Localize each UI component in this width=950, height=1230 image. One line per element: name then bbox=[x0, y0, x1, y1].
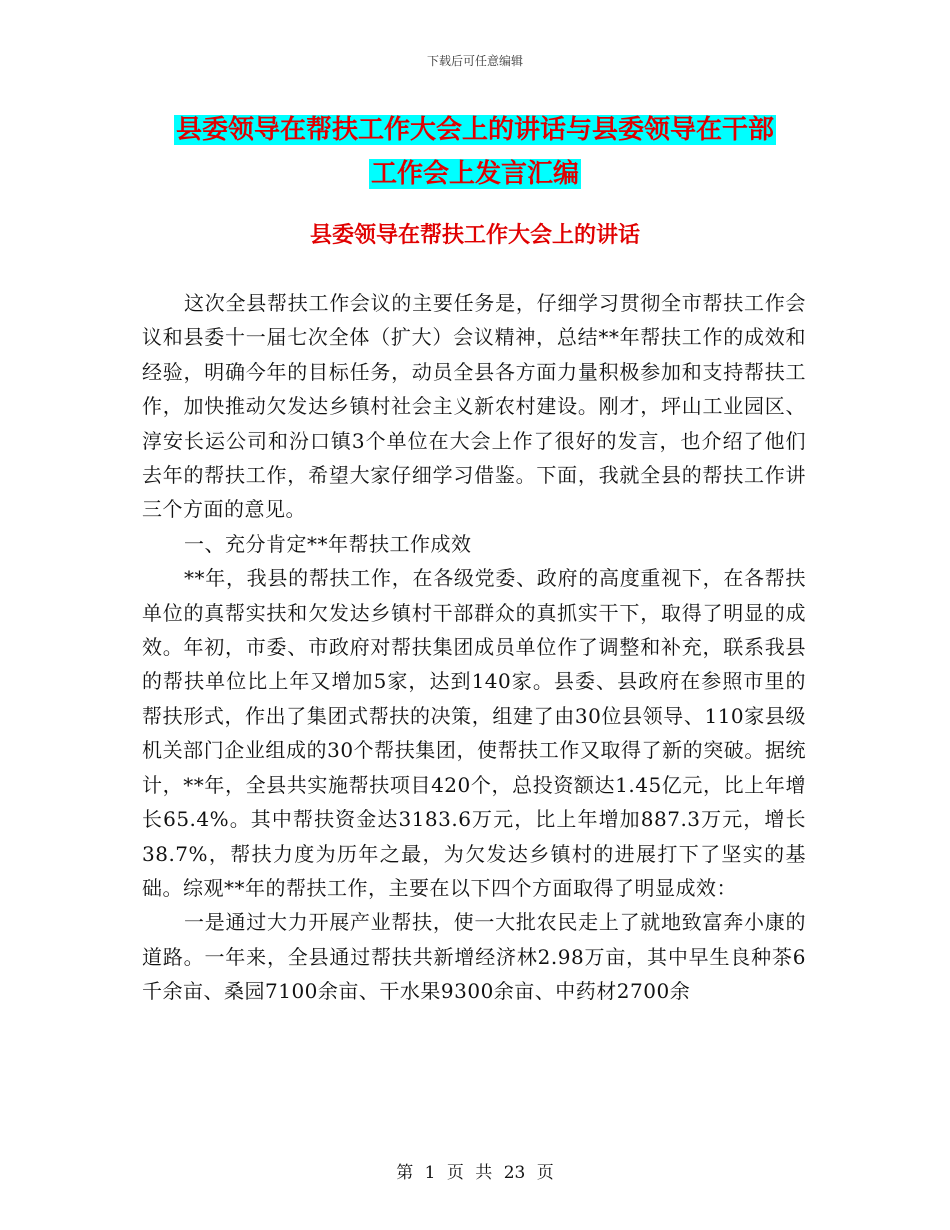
page-number: 第 1 页 共 23 页 bbox=[396, 1163, 554, 1183]
paragraph: 这次全县帮扶工作会议的主要任务是，仔细学习贯彻全市帮扶工作会议和县委十一届七次全体（扩大）会议精神，总结**年帮扶工作的成效和经验，明确今年的目标任务，动员全县各方面力量积极参加和支持帮扶工作，加快推动欠发达乡镇村社会主义新农村建设。刚才，坪山工业园区、淳安长运公司和汾口镇3个单位在大会上作了很好的发言，也介绍了他们去年的帮扶工作，希望大家仔细学习借鉴。下面，我就全县的帮扶工作讲三个方面的意见。 bbox=[142, 291, 806, 522]
body-text bbox=[142, 286, 806, 1009]
title-line-1: 县委领导在帮扶工作大会上的讲话与县委领导在干部 bbox=[175, 115, 774, 145]
title-line-2: 工作会上发言汇编 bbox=[370, 159, 579, 189]
header-note: 下载后可任意编辑 bbox=[426, 54, 523, 68]
section-heading: 一、充分肯定**年帮扶工作成效 bbox=[184, 531, 472, 556]
section-title: 县委领导在帮扶工作大会上的讲话 bbox=[309, 223, 640, 248]
paragraph: **年，我县的帮扶工作，在各级党委、政府的高度重视下，在各帮扶单位的真帮实扶和欠发达乡镇村干部群众的真抓实干下，取得了明显的成效。年初，市委、市政府对帮扶集团成员单位作了调整和补充，联系我县的帮扶单位比上年又增加5家，达到140家。县委、县政府在参照市里的帮扶形式，作出了集团式帮扶的决策，组建了由30位县领导、110家县级机关部门企业组成的30个帮扶集团，使帮扶工作又取得了新的突破。据统计，**年，全县共实施帮扶项目420个，总投资额达1.45亿元，比上年增长65.4%。其中帮扶资金达3183.6万元，比上年增加887.3万元，增长38.7%，帮扶力度为历年之最，为欠发达乡镇村的进展打下了坚实的基础。综观**年的帮扶工作，主要在以下四个方面取得了明显成效： bbox=[142, 566, 806, 900]
document-title bbox=[145, 108, 805, 196]
paragraph: 一是通过大力开展产业帮扶，使一大批农民走上了就地致富奔小康的道路。一年来，全县通过帮扶共新增经济林2.98万亩，其中早生良种茶6千余亩、桑园7100余亩、干水果9300余亩、中药材2700余 bbox=[142, 910, 806, 1004]
